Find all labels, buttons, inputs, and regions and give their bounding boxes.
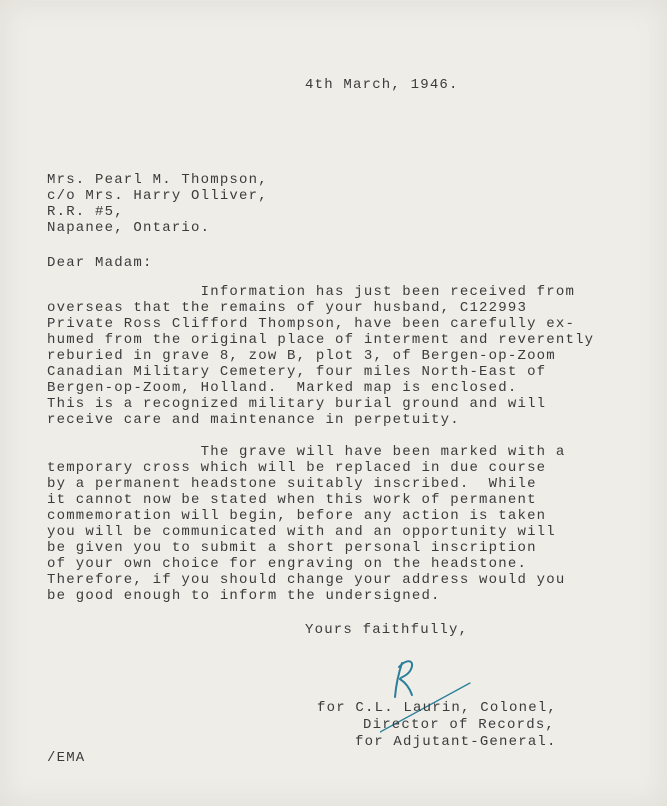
- text-line: of your own choice for engraving on the headstone.: [47, 556, 528, 572]
- text-line: overseas that the remains of your husband, C122993: [47, 300, 528, 316]
- paragraph-1: [47, 284, 594, 428]
- text-line: Therefore, if you should change your address would you: [47, 572, 566, 588]
- text-line: be given you to submit a short personal inscription: [47, 540, 537, 556]
- text-line: humed from the original place of interment and reverently: [47, 332, 595, 348]
- text-line: Canadian Military Cemetery, four miles North-East of: [47, 364, 547, 380]
- address-line: Napanee, Ontario.: [47, 220, 211, 236]
- closing: Yours faithfully,: [305, 622, 469, 638]
- signature-line-1: for C.L. Laurin, Colonel,: [317, 700, 558, 716]
- text-line: by a permanent headstone suitably inscribed. While: [47, 476, 537, 492]
- text-line: temporary cross which will be replaced in due course: [47, 460, 547, 476]
- address-line: R.R. #5,: [47, 204, 124, 220]
- text-line: receive care and maintenance in perpetuity.: [47, 412, 460, 428]
- address-line: c/o Mrs. Harry Olliver,: [47, 188, 268, 204]
- text-line: The grave will have been marked with a: [47, 444, 566, 460]
- text-line: Private Ross Clifford Thompson, have been carefully ex-: [47, 316, 576, 332]
- text-line: commemoration will begin, before any action is taken: [47, 508, 547, 524]
- address-line: Mrs. Pearl M. Thompson,: [47, 172, 268, 188]
- text-line: Bergen-op-Zoom, Holland. Marked map is enclosed.: [47, 380, 518, 396]
- text-line: This is a recognized military burial ground and will: [47, 396, 547, 412]
- text-line: reburied in grave 8, zow B, plot 3, of Bergen-op-Zoom: [47, 348, 556, 364]
- salutation: Dear Madam:: [47, 255, 153, 271]
- signature-line-2: Director of Records,: [363, 717, 556, 733]
- text-line: it cannot now be stated when this work of permanent: [47, 492, 537, 508]
- letter-date: 4th March, 1946.: [305, 77, 459, 93]
- paragraph-2: [47, 444, 565, 604]
- text-line: you will be communicated with and an opportunity will: [47, 524, 556, 540]
- text-line: be good enough to inform the undersigned.: [47, 588, 441, 604]
- reference-initials: /EMA: [47, 750, 86, 766]
- text-line: Information has just been received from: [47, 284, 576, 300]
- recipient-address: [47, 172, 268, 236]
- signature-line-3: for Adjutant-General.: [355, 734, 557, 750]
